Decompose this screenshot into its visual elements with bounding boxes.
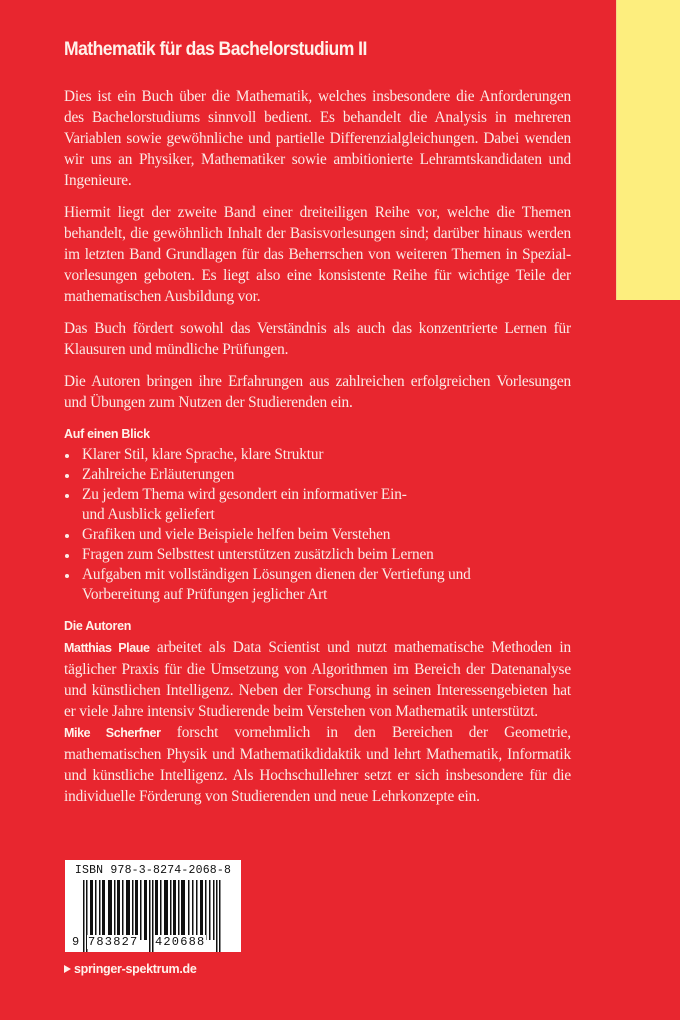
yellow-accent-strip [616, 0, 680, 300]
isbn-barcode [65, 860, 241, 952]
author-bio-text: arbeitet als Data Scientist und nutzt mathematische Methoden in täglicher Praxis für die Umsetzung von Algorithmen im Bereich der Datenanalyse und künstlichen Intelligenz. Neben der Forschung in seinen Interessengebieten hat er viele Jahre intensiv Studierende beim Verstehen von Mathematik unterstützt. [64, 639, 571, 720]
authors-heading: Die Autoren [64, 619, 132, 633]
highlight-text: Grafiken und viele Beispiele helfen beim Verstehen [82, 526, 391, 543]
highlight-item [64, 565, 502, 605]
author-bio-2 [64, 722, 571, 807]
highlights-list [64, 445, 571, 605]
description-paragraph-3: Das Buch fördert sowohl das Verständnis als auch das konzentrierte Lernen für Klausuren und mündliche Prüfungen. [64, 320, 571, 358]
barcode-digit-left-group: 783827 [88, 935, 139, 949]
highlight-item [64, 485, 422, 525]
description-paragraph-2: Hiermit liegt der zweite Band einer dreiteiligen Reihe vor, welche die Themen behandelt, die gewöhnlich Inhalt der Basisvorlesungen sind; darüber hinaus werden im letzten Band Grundlagen für das Beherrschen von weiteren Themen in Spezial-vorlesungen geboten. Es liegt also eine konsistente Reihe für wichtige Teile der mathematischen Ausbildung vor. [64, 204, 571, 305]
bullet-icon [65, 494, 69, 498]
highlight-item [64, 525, 571, 545]
highlight-text: Aufgaben mit vollständigen Lösungen dienen der Vertiefung und Vorbereitung auf Prüfungen jeglicher Art [82, 566, 471, 603]
highlight-text: Zu jedem Thema wird gesondert ein informativer Ein- und Ausblick geliefert [82, 486, 407, 523]
bullet-icon [65, 574, 69, 578]
isbn-label: ISBN 978-3-8274-2068-8 [74, 864, 232, 877]
barcode-bars [72, 880, 233, 949]
publisher-website-link[interactable] [64, 962, 197, 976]
highlight-text: Klarer Stil, klare Sprache, klare Struktur [82, 446, 324, 463]
description-paragraph-4: Die Autoren bringen ihre Erfahrungen aus zahlreichen erfolgreichen Vorlesungen und Übungen zum Nutzen der Studierenden ein. [64, 373, 571, 411]
highlight-item [64, 545, 571, 565]
author-bio-1 [64, 637, 571, 722]
triangle-right-icon [64, 965, 71, 973]
highlights-heading: Auf einen Blick [64, 427, 150, 441]
website-text: springer-spektrum.de [74, 962, 197, 976]
bullet-icon [65, 534, 69, 538]
highlight-item [64, 465, 571, 485]
book-title: Mathematik für das Bachelorstudium II [64, 38, 367, 60]
author-name: Matthias Plaue [64, 641, 150, 655]
author-bio-text: forscht vornehmlich in den Bereichen der Geometrie, mathematischen Physik und Mathematikdidaktik und lehrt Mathematik, Informatik und künstliche Intelligenz. Als Hochschullehrer setzt er sich insbesondere für die individuelle Förderung von Studierenden und neue Lehrkonzepte ein. [64, 724, 571, 805]
back-cover-content [64, 36, 571, 807]
barcode-digit-right-group: 420688 [155, 935, 206, 949]
author-name: Mike Scherfner [64, 726, 161, 740]
bullet-icon [65, 474, 69, 478]
highlight-text: Fragen zum Selbsttest unterstützen zusätzlich beim Lernen [82, 546, 434, 563]
barcode-digit-first: 9 [72, 935, 81, 949]
bullet-icon [65, 554, 69, 558]
highlight-item [64, 445, 571, 465]
bullet-icon [65, 454, 69, 458]
description-paragraph-1: Dies ist ein Buch über die Mathematik, welches insbesondere die Anforderungen des Bachelorstudiums sinnvoll bedient. Es behandelt die Analysis in mehreren Variablen sowie gewöhnliche und partielle Differenzialgleichungen. Dabei wenden wir uns an Physiker, Mathematiker sowie ambitionierte Lehramtskandidaten und Ingenieure. [64, 88, 571, 189]
highlight-text: Zahlreiche Erläuterungen [82, 466, 235, 483]
